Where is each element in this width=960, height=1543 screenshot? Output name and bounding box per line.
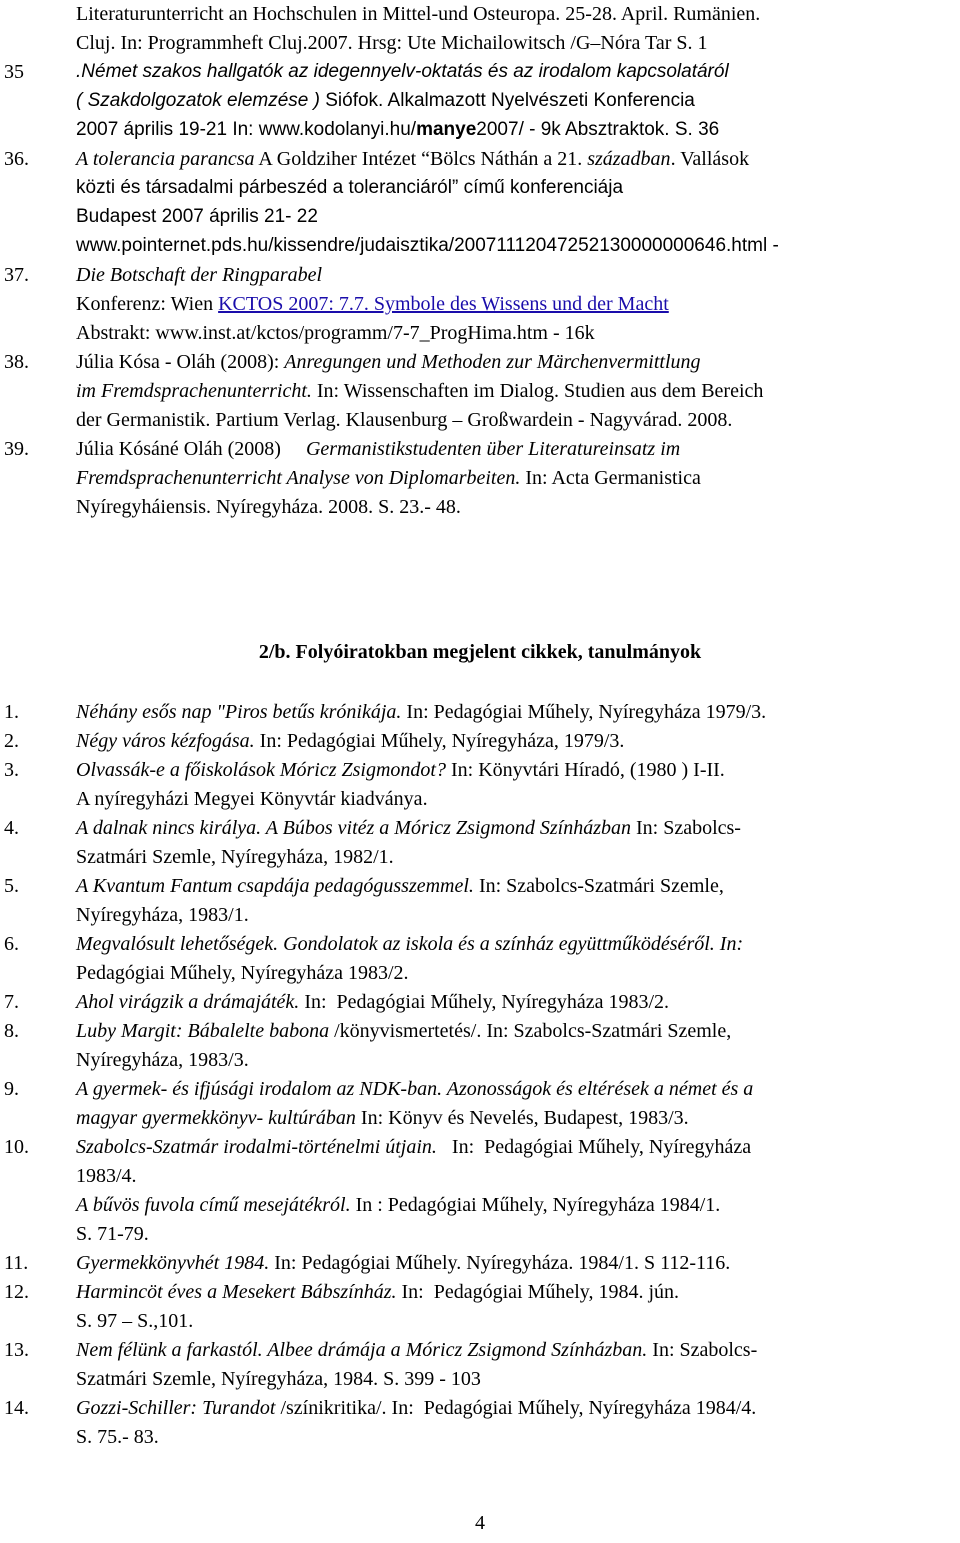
article-14-title: Gozzi-Schiller: Turandot [76, 1397, 276, 1419]
article-1 [76, 700, 766, 724]
article-6-title: Megvalósult lehetőségek. [76, 933, 279, 955]
ref-34-line1: Literaturunterricht an Hochschulen in Mittel-und Osteuropa. 25-28. April. Rumänien. [76, 3, 761, 25]
ref-39-source: In: Acta Germanistica [520, 467, 701, 489]
article-10b-source: In : Pedagógiai Műhely, Nyíregyháza 1984/1. [350, 1194, 721, 1216]
article-12-line2: S. 97 – S.,101. [76, 1310, 194, 1332]
article-14-number: 14. [4, 1397, 29, 1419]
ref-36-century: században [587, 148, 671, 170]
article-11-title: Gyermekkönyvhét 1984. [76, 1252, 270, 1274]
ref-36-tail: . Vallások [670, 148, 750, 170]
ref-35-url-end: 2007/ - 9k Absztraktok. S. 36 [476, 119, 720, 140]
page-number: 4 [475, 1512, 485, 1534]
ref-39-title-cont: Fremdsprachenunterricht Analyse von Diplomarbeiten. [76, 467, 521, 489]
article-11 [76, 1251, 730, 1275]
ref-37-link[interactable]: KCTOS 2007: 7.7. Symbole des Wissens und der Macht [218, 293, 669, 315]
article-13-line2: Szatmári Szemle, Nyíregyháza, 1984. S. 399 - 103 [76, 1368, 481, 1390]
article-2-source: In: Pedagógiai Műhely, Nyíregyháza, 1979/3. [254, 730, 625, 752]
ref-36-number: 36. [4, 148, 29, 170]
article-7-source: In: Pedagógiai Műhely, Nyíregyháza 1983/2. [299, 991, 670, 1013]
article-10-number: 10. [4, 1136, 29, 1158]
ref-37-title: Die Botschaft der Ringparabel [76, 264, 323, 286]
article-9-title-cont: magyar gyermekkönyv- kultúrában [76, 1107, 356, 1129]
ref-36-line2: közti és társadalmi párbeszéd a toleranciáról” című konferenciája [76, 177, 624, 198]
article-7-number: 7. [4, 991, 19, 1013]
ref-38-line1 [76, 350, 701, 374]
ref-35-venue: Siófok. Alkalmazott Nyelvészeti Konferencia [319, 90, 695, 111]
ref-39-title: Germanistikstudenten über Literatureinsatz im [305, 438, 681, 460]
article-9-number: 9. [4, 1078, 19, 1100]
article-5-number: 5. [4, 875, 19, 897]
ref-37-line2 [76, 292, 669, 316]
article-5-line2: Nyíregyháza, 1983/1. [76, 904, 249, 926]
ref-37-abstract: Abstrakt: www.inst.at/kctos/programm/7-7_ProgHima.htm - 16k [76, 322, 595, 344]
ref-38-line2 [76, 379, 763, 403]
article-3-line2: A nyíregyházi Megyei Könyvtár kiadványa. [76, 788, 428, 810]
ref-39-line1 [76, 437, 680, 461]
ref-34-line2: Cluj. In: Programmheft Cluj.2007. Hrsg: Ute Michailowitsch /G–Nóra Tar S. 1 [76, 32, 708, 54]
ref-38-number: 38. [4, 351, 29, 373]
ref-38-source: In: Wissenschaften im Dialog. Studien aus dem Bereich [311, 380, 764, 402]
article-5-title: A Kvantum Fantum csapdája pedagógusszemmel. [76, 875, 474, 897]
ref-38-author: Júlia Kósa - Oláh (2008): [76, 351, 285, 373]
ref-35-line1: .Német szakos hallgatók az idegennyelv-oktatás és az irodalom kapcsolatáról [76, 61, 729, 82]
article-14-line2: S. 75.- 83. [76, 1426, 159, 1448]
article-9-title: A gyermek- és ifjúsági irodalom az NDK-ban. Azonosságok és eltérések a német és a [76, 1078, 754, 1100]
article-4 [76, 816, 741, 840]
article-2-title: Négy város kézfogása. [76, 730, 255, 752]
article-7 [76, 990, 669, 1014]
ref-35-url-start: 2007 április 19-21 In: www.kodolanyi.hu/ [76, 119, 417, 140]
article-10-line2: 1983/4. [76, 1165, 137, 1187]
article-10-line4: S. 71-79. [76, 1223, 149, 1245]
article-9-source: In: Könyv és Nevelés, Budapest, 1983/3. [355, 1107, 689, 1129]
ref-36-line1 [76, 147, 749, 171]
article-4-title: A dalnak nincs királya. A Búbos vitéz a Móricz Zsigmond Színházban [76, 817, 631, 839]
article-1-source: In: Pedagógiai Műhely, Nyíregyháza 1979/3. [401, 701, 767, 723]
ref-35-subtitle: ( Szakdolgozatok elemzése ) [76, 90, 320, 111]
ref-38-title: Anregungen und Methoden zur Märchenvermittlung [284, 351, 701, 373]
section-heading: 2/b. Folyóiratokban megjelent cikkek, tanulmányok [258, 641, 702, 663]
ref-36-title: A tolerancia parancsa [76, 148, 255, 170]
article-14 [76, 1396, 756, 1420]
article-3-source: In: Könyvtári Híradó, (1980 ) I-II. [445, 759, 725, 781]
article-8-number: 8. [4, 1020, 19, 1042]
article-12-source: In: Pedagógiai Műhely, 1984. jún. [396, 1281, 680, 1303]
article-12 [76, 1280, 679, 1304]
ref-36-venue: A Goldziher Intézet “Bölcs Náthán a 21. [254, 148, 588, 170]
article-8-title: Luby Margit: Bábalelte babona [76, 1020, 330, 1042]
ref-39-number: 39. [4, 438, 29, 460]
article-11-source: In: Pedagógiai Műhely. Nyíregyháza. 1984/1. S 112-116. [269, 1252, 731, 1274]
ref-38-title-cont: im Fremdsprachenunterricht. [76, 380, 312, 402]
article-8-source: /könyvismertetés/. In: Szabolcs-Szatmári Szemle, [329, 1020, 732, 1042]
article-4-line2: Szatmári Szemle, Nyíregyháza, 1982/1. [76, 846, 394, 868]
article-10-title: Szabolcs-Szatmár irodalmi-történelmi útjain. [76, 1136, 437, 1158]
ref-39-line2 [76, 466, 701, 490]
ref-35-url-bold: manye [416, 119, 477, 140]
article-2 [76, 729, 624, 753]
article-12-number: 12. [4, 1281, 29, 1303]
ref-35-line3 [76, 118, 719, 142]
ref-35-line2 [76, 89, 695, 113]
article-3 [76, 758, 725, 782]
article-6 [76, 932, 743, 956]
ref-39-line3: Nyíregyháiensis. Nyíregyháza. 2008. S. 23.- 48. [76, 496, 461, 518]
article-8-line2: Nyíregyháza, 1983/3. [76, 1049, 249, 1071]
ref-37-venue: Konferenz: Wien [76, 293, 219, 315]
ref-37-number: 37. [4, 264, 29, 286]
article-10 [76, 1135, 751, 1159]
article-13-source: In: Szabolcs- [647, 1339, 758, 1361]
article-12-title: Harmincöt éves a Mesekert Bábszínház. [76, 1281, 397, 1303]
ref-36-line3: Budapest 2007 április 21- 22 [76, 206, 318, 227]
article-5 [76, 874, 724, 898]
article-14-source: /színikritika/. In: Pedagógiai Műhely, Nyíregyháza 1984/4. [275, 1397, 757, 1419]
ref-38-line3: der Germanistik. Partium Verlag. Klausenburg – Großwardein - Nagyvárad. 2008. [76, 409, 733, 431]
article-1-title: Néhány esős nap "Piros betűs krónikája. [76, 701, 402, 723]
ref-39-author: Júlia Kósáné Oláh (2008) [76, 438, 306, 460]
ref-36-url[interactable]: www.pointernet.pds.hu/kissendre/judaisztika/20071112047252130000000646.html - [76, 235, 779, 256]
article-3-title: Olvassák-e a főiskolások Móricz Zsigmondot? [76, 759, 446, 781]
article-9-line2 [76, 1106, 689, 1130]
article-4-source: In: Szabolcs- [631, 817, 741, 839]
article-8 [76, 1019, 731, 1043]
article-11-number: 11. [4, 1252, 29, 1274]
article-6-subtitle: Gondolatok az iskola és a színház együttműködéséről. In: [278, 933, 744, 955]
article-2-number: 2. [4, 730, 19, 752]
article-6-number: 6. [4, 933, 19, 955]
article-6-line2: Pedagógiai Műhely, Nyíregyháza 1983/2. [76, 962, 409, 984]
article-4-number: 4. [4, 817, 19, 839]
article-10-source: In: Pedagógiai Műhely, Nyíregyháza [436, 1136, 752, 1158]
article-10b-title: A bűvös fuvola című mesejátékról. [76, 1194, 351, 1216]
article-7-title: Ahol virágzik a drámajáték. [76, 991, 300, 1013]
article-13-title: Nem félünk a farkastól. Albee drámája a Móricz Zsigmond Színházban. [76, 1339, 648, 1361]
article-13 [76, 1338, 757, 1362]
article-13-number: 13. [4, 1339, 29, 1361]
article-5-source: In: Szabolcs-Szatmári Szemle, [473, 875, 724, 897]
article-3-number: 3. [4, 759, 19, 781]
article-10-line3 [76, 1193, 720, 1217]
ref-35-number: 35 [4, 61, 24, 83]
article-1-number: 1. [4, 701, 19, 723]
